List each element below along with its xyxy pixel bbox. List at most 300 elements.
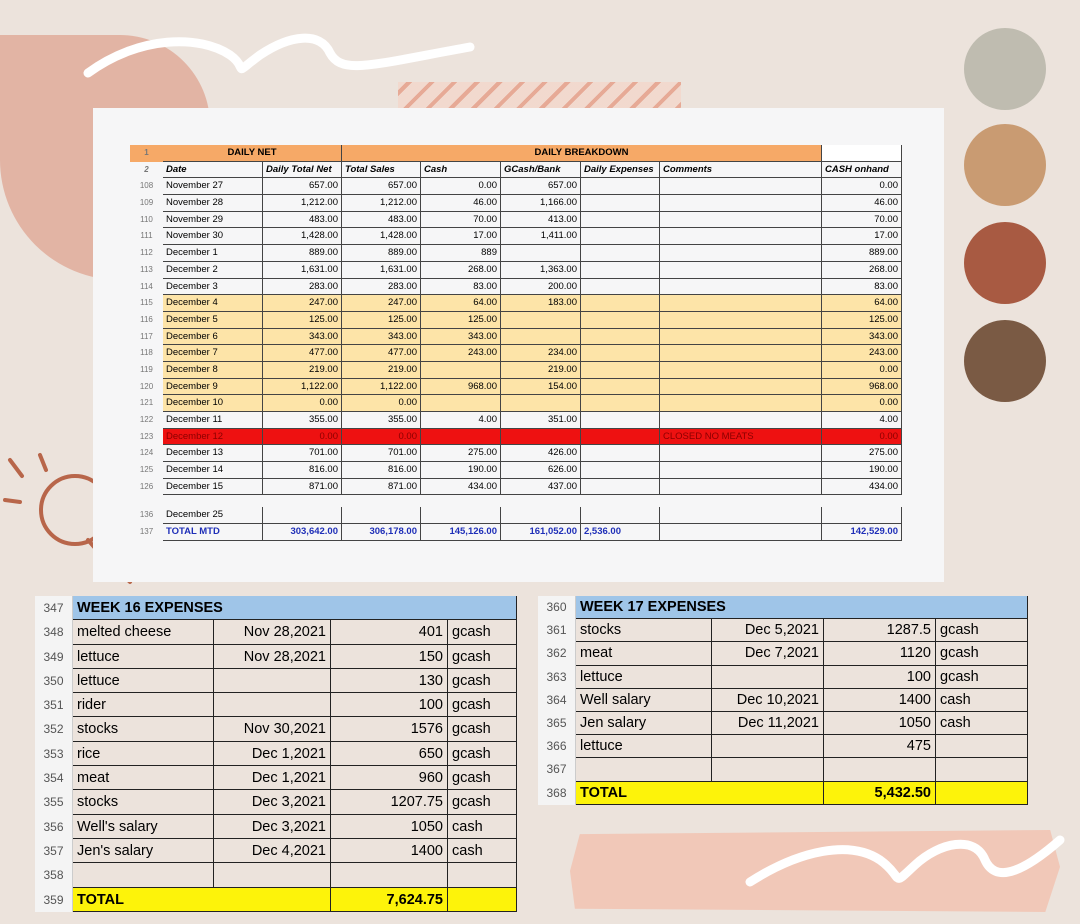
expense-amount[interactable]: [824, 758, 936, 781]
expense-item[interactable]: [576, 758, 712, 781]
sheet-cell[interactable]: 889: [421, 245, 501, 262]
sheet-cell[interactable]: 190.00: [421, 462, 501, 479]
payment-method[interactable]: [936, 735, 1028, 758]
row-number: 349: [35, 645, 73, 669]
expense-amount[interactable]: 1287.5: [824, 619, 936, 642]
sheet-cell[interactable]: 125.00: [421, 312, 501, 329]
sheet-cell[interactable]: 483.00: [342, 212, 421, 229]
row-number: 112: [130, 245, 163, 262]
expense-row: [35, 839, 517, 863]
total-empty[interactable]: [448, 888, 517, 912]
payment-method[interactable]: gcash: [936, 666, 1028, 689]
expense-date[interactable]: Nov 30,2021: [214, 717, 331, 741]
sheet-cell[interactable]: December 3: [163, 279, 263, 296]
expense-row: [35, 790, 517, 814]
sheet-cell[interactable]: December 10: [163, 395, 263, 412]
sheet-cell[interactable]: December 8: [163, 362, 263, 379]
band-daily-net[interactable]: DAILY NET: [163, 145, 342, 162]
sheet-cell[interactable]: 161,052.00: [501, 524, 581, 541]
expense-date[interactable]: Dec 3,2021: [214, 790, 331, 814]
sheet-cell[interactable]: 247.00: [342, 295, 421, 312]
sheet-cell[interactable]: [421, 362, 501, 379]
sheet-cell[interactable]: 0.00: [822, 362, 902, 379]
sheet-cell[interactable]: [660, 279, 822, 296]
sheet-cell[interactable]: 243.00: [421, 345, 501, 362]
payment-method[interactable]: gcash: [936, 619, 1028, 642]
expense-date[interactable]: Dec 3,2021: [214, 815, 331, 839]
row-number: 361: [538, 619, 576, 642]
expense-amount[interactable]: 1050: [824, 712, 936, 735]
sheet-cell[interactable]: 657.00: [263, 178, 342, 195]
sheet-cell[interactable]: [501, 329, 581, 346]
sheet-cell[interactable]: 343.00: [421, 329, 501, 346]
sheet-cell[interactable]: 70.00: [822, 212, 902, 229]
sheet-cell[interactable]: 701.00: [263, 445, 342, 462]
sheet-cell[interactable]: [421, 507, 501, 524]
sheet-cell[interactable]: [501, 312, 581, 329]
payment-method[interactable]: gcash: [936, 642, 1028, 665]
payment-method[interactable]: cash: [448, 839, 517, 863]
sheet-cell[interactable]: 0.00: [342, 429, 421, 446]
sheet-cell[interactable]: 968.00: [421, 379, 501, 396]
sheet-cell[interactable]: 219.00: [342, 362, 421, 379]
sheet-cell[interactable]: [581, 212, 660, 229]
expense-date[interactable]: [214, 669, 331, 693]
expense-item[interactable]: lettuce: [576, 666, 712, 689]
expense-row: [538, 689, 1028, 712]
sheet-cell[interactable]: 434.00: [421, 479, 501, 496]
column-header[interactable]: Daily Total Net: [263, 162, 342, 179]
sheet-cell[interactable]: December 9: [163, 379, 263, 396]
sheet-row: [130, 295, 902, 312]
expense-amount[interactable]: 1050: [331, 815, 448, 839]
sheet-cell[interactable]: [581, 178, 660, 195]
sheet-cell[interactable]: 0.00: [822, 178, 902, 195]
expense-date[interactable]: [712, 758, 824, 781]
expense-item[interactable]: Well's salary: [73, 815, 214, 839]
sheet-cell[interactable]: December 13: [163, 445, 263, 462]
sheet-row: [130, 245, 902, 262]
sheet-cell[interactable]: [581, 362, 660, 379]
expense-amount[interactable]: 1400: [824, 689, 936, 712]
sheet-cell[interactable]: 0.00: [822, 395, 902, 412]
row-number: 1: [130, 145, 163, 162]
expense-date[interactable]: Nov 28,2021: [214, 620, 331, 644]
sheet-cell[interactable]: 64.00: [421, 295, 501, 312]
sheet-cell[interactable]: 0.00: [263, 395, 342, 412]
expense-date[interactable]: [712, 666, 824, 689]
sheet-cell[interactable]: 4.00: [822, 412, 902, 429]
column-header[interactable]: Cash: [421, 162, 501, 179]
sheet-cell[interactable]: December 1: [163, 245, 263, 262]
sheet-cell[interactable]: December 4: [163, 295, 263, 312]
sheet-cell[interactable]: [660, 362, 822, 379]
sheet-cell[interactable]: 142,529.00: [822, 524, 902, 541]
sheet-cell[interactable]: [581, 507, 660, 524]
sheet-cell[interactable]: 1,428.00: [342, 228, 421, 245]
sheet-cell[interactable]: 190.00: [822, 462, 902, 479]
sheet-cell[interactable]: [581, 479, 660, 496]
sheet-cell[interactable]: [660, 462, 822, 479]
sheet-cell[interactable]: 70.00: [421, 212, 501, 229]
sheet-cell[interactable]: 816.00: [263, 462, 342, 479]
sheet-cell[interactable]: 1,122.00: [342, 379, 421, 396]
sheet-cell[interactable]: 889.00: [342, 245, 421, 262]
sheet-cell[interactable]: 268.00: [822, 262, 902, 279]
sheet-row: [130, 279, 902, 296]
sheet-cell[interactable]: 351.00: [501, 412, 581, 429]
sheet-cell[interactable]: [660, 329, 822, 346]
sheet-cell[interactable]: 657.00: [501, 178, 581, 195]
sheet-cell[interactable]: [581, 345, 660, 362]
sheet-cell[interactable]: 477.00: [263, 345, 342, 362]
payment-method[interactable]: gcash: [448, 717, 517, 741]
sheet-cell[interactable]: 219.00: [501, 362, 581, 379]
sheet-cell[interactable]: 200.00: [501, 279, 581, 296]
sheet-cell[interactable]: 145,126.00: [421, 524, 501, 541]
column-header[interactable]: Daily Expenses: [581, 162, 660, 179]
expense-amount[interactable]: 1576: [331, 717, 448, 741]
sheet-cell[interactable]: 283.00: [342, 279, 421, 296]
sheet-cell[interactable]: 477.00: [342, 345, 421, 362]
sheet-cell[interactable]: 0.00: [421, 178, 501, 195]
sheet-cell[interactable]: 0.00: [342, 395, 421, 412]
sheet-cell[interactable]: 275.00: [822, 445, 902, 462]
sheet-cell[interactable]: [660, 379, 822, 396]
sheet-cell[interactable]: 1,631.00: [342, 262, 421, 279]
sheet-cell[interactable]: [660, 195, 822, 212]
sheet-cell[interactable]: 889.00: [263, 245, 342, 262]
payment-method[interactable]: [448, 863, 517, 887]
sheet-cell[interactable]: 1,411.00: [501, 228, 581, 245]
sheet-cell[interactable]: [581, 262, 660, 279]
sheet-cell[interactable]: [501, 429, 581, 446]
expense-row: [35, 742, 517, 766]
expense-date[interactable]: [712, 735, 824, 758]
total-value[interactable]: 7,624.75: [331, 888, 448, 912]
expense-item[interactable]: stocks: [73, 717, 214, 741]
sheet-cell[interactable]: November 30: [163, 228, 263, 245]
sheet-row: [130, 462, 902, 479]
sheet-row: [130, 312, 902, 329]
sheet-cell[interactable]: 434.00: [822, 479, 902, 496]
column-header[interactable]: GCash/Bank: [501, 162, 581, 179]
sheet-cell[interactable]: [501, 395, 581, 412]
expense-amount[interactable]: 100: [824, 666, 936, 689]
sheet-cell[interactable]: 816.00: [342, 462, 421, 479]
sheet-cell[interactable]: 183.00: [501, 295, 581, 312]
row-number: 121: [130, 395, 163, 412]
sheet-cell[interactable]: [342, 507, 421, 524]
sheet-cell[interactable]: November 27: [163, 178, 263, 195]
sheet-cell[interactable]: 1,212.00: [342, 195, 421, 212]
sheet-cell[interactable]: December 15: [163, 479, 263, 496]
sheet-cell[interactable]: [581, 295, 660, 312]
expense-row: [538, 735, 1028, 758]
sheet-cell[interactable]: [660, 345, 822, 362]
sheet-cell[interactable]: 355.00: [263, 412, 342, 429]
expense-date[interactable]: Dec 4,2021: [214, 839, 331, 863]
sheet-cell[interactable]: 343.00: [263, 329, 342, 346]
payment-method[interactable]: gcash: [448, 790, 517, 814]
expense-amount[interactable]: 1120: [824, 642, 936, 665]
expense-row: [538, 758, 1028, 781]
expense-item[interactable]: lettuce: [73, 669, 214, 693]
sheet-cell[interactable]: 234.00: [501, 345, 581, 362]
sheet-cell[interactable]: [660, 479, 822, 496]
sheet-cell[interactable]: [501, 245, 581, 262]
sheet-cell[interactable]: 268.00: [421, 262, 501, 279]
sheet-row: [130, 178, 902, 195]
expense-amount[interactable]: 100: [331, 693, 448, 717]
expense-item[interactable]: [73, 863, 214, 887]
sheet-row: [130, 379, 902, 396]
expense-item[interactable]: rice: [73, 742, 214, 766]
expense-date[interactable]: Dec 7,2021: [712, 642, 824, 665]
column-header[interactable]: CASH onhand: [822, 162, 902, 179]
sheet-cell[interactable]: 483.00: [263, 212, 342, 229]
expense-amount[interactable]: 130: [331, 669, 448, 693]
expense-item[interactable]: stocks: [73, 790, 214, 814]
sheet-row: [130, 362, 902, 379]
expense-date[interactable]: Dec 1,2021: [214, 742, 331, 766]
sheet-cell[interactable]: 871.00: [263, 479, 342, 496]
payment-method[interactable]: cash: [936, 712, 1028, 735]
expense-date[interactable]: Dec 11,2021: [712, 712, 824, 735]
column-header[interactable]: Date: [163, 162, 263, 179]
sheet-cell[interactable]: 1,212.00: [263, 195, 342, 212]
expense-amount[interactable]: 960: [331, 766, 448, 790]
expense-item[interactable]: meat: [576, 642, 712, 665]
sheet-cell[interactable]: 275.00: [421, 445, 501, 462]
sheet-cell[interactable]: 355.00: [342, 412, 421, 429]
sheet-row: [130, 524, 902, 541]
sheet-cell[interactable]: [660, 178, 822, 195]
sheet-cell[interactable]: [581, 462, 660, 479]
expense-amount[interactable]: 1400: [331, 839, 448, 863]
sheet-cell[interactable]: 247.00: [263, 295, 342, 312]
expense-row: [35, 717, 517, 741]
sheet-cell[interactable]: [581, 195, 660, 212]
row-number: 348: [35, 620, 73, 644]
sheet-cell[interactable]: [660, 524, 822, 541]
payment-method[interactable]: gcash: [448, 620, 517, 644]
sheet-cell[interactable]: 83.00: [421, 279, 501, 296]
sheet-cell[interactable]: 1,631.00: [263, 262, 342, 279]
expense-row: [538, 712, 1028, 735]
sheet-cell[interactable]: [660, 312, 822, 329]
sheet-cell[interactable]: [421, 395, 501, 412]
sheet-cell[interactable]: [581, 228, 660, 245]
sheet-cell[interactable]: [660, 295, 822, 312]
row-number: 108: [130, 178, 163, 195]
payment-method[interactable]: cash: [448, 815, 517, 839]
sheet-cell[interactable]: December 14: [163, 462, 263, 479]
row-number: 113: [130, 262, 163, 279]
sheet-cell[interactable]: [660, 412, 822, 429]
expense-amount[interactable]: 150: [331, 645, 448, 669]
sheet-cell[interactable]: [421, 429, 501, 446]
expense-item[interactable]: stocks: [576, 619, 712, 642]
sheet-cell[interactable]: [660, 262, 822, 279]
sheet-cell[interactable]: 17.00: [421, 228, 501, 245]
sheet-cell[interactable]: November 28: [163, 195, 263, 212]
sheet-cell[interactable]: 64.00: [822, 295, 902, 312]
total-value[interactable]: 5,432.50: [824, 782, 936, 805]
column-header[interactable]: Total Sales: [342, 162, 421, 179]
total-label[interactable]: TOTAL: [73, 888, 331, 912]
sheet-cell[interactable]: 83.00: [822, 279, 902, 296]
sheet-cell[interactable]: 4.00: [421, 412, 501, 429]
total-empty[interactable]: [936, 782, 1028, 805]
expense-amount[interactable]: 475: [824, 735, 936, 758]
sheet-cell[interactable]: December 6: [163, 329, 263, 346]
sheet-cell[interactable]: 426.00: [501, 445, 581, 462]
sheet-cell[interactable]: November 29: [163, 212, 263, 229]
sheet-cell[interactable]: [660, 395, 822, 412]
payment-method[interactable]: [936, 758, 1028, 781]
sheet-cell[interactable]: [581, 395, 660, 412]
expense-date[interactable]: [214, 693, 331, 717]
sheet-cell[interactable]: [660, 445, 822, 462]
sheet-cell[interactable]: 1,363.00: [501, 262, 581, 279]
expense-item[interactable]: Jen's salary: [73, 839, 214, 863]
sheet-cell[interactable]: TOTAL MTD: [163, 524, 263, 541]
sheet-cell[interactable]: [581, 379, 660, 396]
row-number: 123: [130, 429, 163, 446]
sheet-cell[interactable]: 0.00: [263, 429, 342, 446]
sheet-cell[interactable]: CLOSED NO MEATS: [660, 429, 822, 446]
payment-method[interactable]: gcash: [448, 693, 517, 717]
column-header[interactable]: Comments: [660, 162, 822, 179]
decor-squiggle-top: [80, 25, 480, 85]
sheet-cell[interactable]: [581, 412, 660, 429]
week17-expenses-table: [538, 596, 1028, 805]
sheet-cell[interactable]: 125.00: [342, 312, 421, 329]
row-number: 359: [35, 888, 73, 912]
expense-date[interactable]: Dec 1,2021: [214, 766, 331, 790]
sheet-cell[interactable]: 889.00: [822, 245, 902, 262]
sheet-cell[interactable]: 343.00: [822, 329, 902, 346]
sheet-cell[interactable]: 283.00: [263, 279, 342, 296]
sheet-cell[interactable]: [822, 507, 902, 524]
sheet-row: [130, 445, 902, 462]
expense-date[interactable]: Nov 28,2021: [214, 645, 331, 669]
sheet-cell[interactable]: 125.00: [263, 312, 342, 329]
sheet-cell[interactable]: [581, 445, 660, 462]
row-number: 116: [130, 312, 163, 329]
sheet-cell[interactable]: [660, 228, 822, 245]
sheet-cell[interactable]: [581, 429, 660, 446]
sheet-cell[interactable]: [581, 279, 660, 296]
sheet-cell[interactable]: 871.00: [342, 479, 421, 496]
sheet-row: [130, 195, 902, 212]
expense-amount[interactable]: 401: [331, 620, 448, 644]
sheet-cell[interactable]: 968.00: [822, 379, 902, 396]
band-daily-breakdown[interactable]: DAILY BREAKDOWN: [342, 145, 822, 162]
sheet-cell[interactable]: 626.00: [501, 462, 581, 479]
payment-method[interactable]: gcash: [448, 645, 517, 669]
sheet-cell[interactable]: December 12: [163, 429, 263, 446]
sheet-row: [130, 228, 902, 245]
sheet-cell[interactable]: 46.00: [822, 195, 902, 212]
sheet-cell[interactable]: [660, 245, 822, 262]
sheet-cell[interactable]: [581, 245, 660, 262]
sheet-cell[interactable]: 657.00: [342, 178, 421, 195]
sheet-cell[interactable]: December 25: [163, 507, 263, 524]
sheet-cell[interactable]: 701.00: [342, 445, 421, 462]
expense-amount[interactable]: 1207.75: [331, 790, 448, 814]
sheet-cell[interactable]: 0.00: [822, 429, 902, 446]
expense-item[interactable]: rider: [73, 693, 214, 717]
row-number: 117: [130, 329, 163, 346]
sheet-cell[interactable]: [660, 507, 822, 524]
expense-item[interactable]: meat: [73, 766, 214, 790]
sheet-cell[interactable]: December 2: [163, 262, 263, 279]
expense-item[interactable]: Well salary: [576, 689, 712, 712]
sheet-cell[interactable]: [660, 212, 822, 229]
sheet-cell[interactable]: 2,536.00: [581, 524, 660, 541]
week-title-row: [35, 596, 517, 620]
sheet-cell[interactable]: 306,178.00: [342, 524, 421, 541]
sheet-cell[interactable]: [581, 312, 660, 329]
sheet-cell[interactable]: 437.00: [501, 479, 581, 496]
sheet-cell[interactable]: 303,642.00: [263, 524, 342, 541]
sheet-cell[interactable]: 1,428.00: [263, 228, 342, 245]
expense-date[interactable]: Dec 5,2021: [712, 619, 824, 642]
sheet-cell[interactable]: December 11: [163, 412, 263, 429]
expense-date[interactable]: [214, 863, 331, 887]
total-label[interactable]: TOTAL: [576, 782, 824, 805]
sheet-cell[interactable]: [263, 507, 342, 524]
sheet-cell[interactable]: December 5: [163, 312, 263, 329]
header-band-row: [130, 145, 902, 162]
sheet-cell[interactable]: 413.00: [501, 212, 581, 229]
sheet-cell[interactable]: 243.00: [822, 345, 902, 362]
expense-row: [538, 642, 1028, 665]
row-number: 351: [35, 693, 73, 717]
sheet-cell[interactable]: December 7: [163, 345, 263, 362]
sheet-cell[interactable]: 219.00: [263, 362, 342, 379]
row-number: 120: [130, 379, 163, 396]
expense-item[interactable]: Jen salary: [576, 712, 712, 735]
expense-row: [35, 620, 517, 644]
expense-item[interactable]: lettuce: [73, 645, 214, 669]
sheet-cell[interactable]: [501, 507, 581, 524]
expense-date[interactable]: Dec 10,2021: [712, 689, 824, 712]
row-number: 364: [538, 689, 576, 712]
sheet-cell[interactable]: 1,122.00: [263, 379, 342, 396]
row-number: 360: [538, 596, 576, 619]
band-empty[interactable]: [822, 145, 902, 162]
sheet-cell[interactable]: 1,166.00: [501, 195, 581, 212]
payment-method[interactable]: gcash: [448, 742, 517, 766]
expense-amount[interactable]: 650: [331, 742, 448, 766]
expense-amount[interactable]: [331, 863, 448, 887]
expense-item[interactable]: lettuce: [576, 735, 712, 758]
sheet-cell[interactable]: 17.00: [822, 228, 902, 245]
payment-method[interactable]: cash: [936, 689, 1028, 712]
week-title-row: [538, 596, 1028, 619]
expense-item[interactable]: melted cheese: [73, 620, 214, 644]
sheet-cell[interactable]: 46.00: [421, 195, 501, 212]
sheet-cell[interactable]: 154.00: [501, 379, 581, 396]
sheet-cell[interactable]: 343.00: [342, 329, 421, 346]
sheet-cell[interactable]: [581, 329, 660, 346]
payment-method[interactable]: gcash: [448, 669, 517, 693]
payment-method[interactable]: gcash: [448, 766, 517, 790]
sheet-cell[interactable]: 125.00: [822, 312, 902, 329]
